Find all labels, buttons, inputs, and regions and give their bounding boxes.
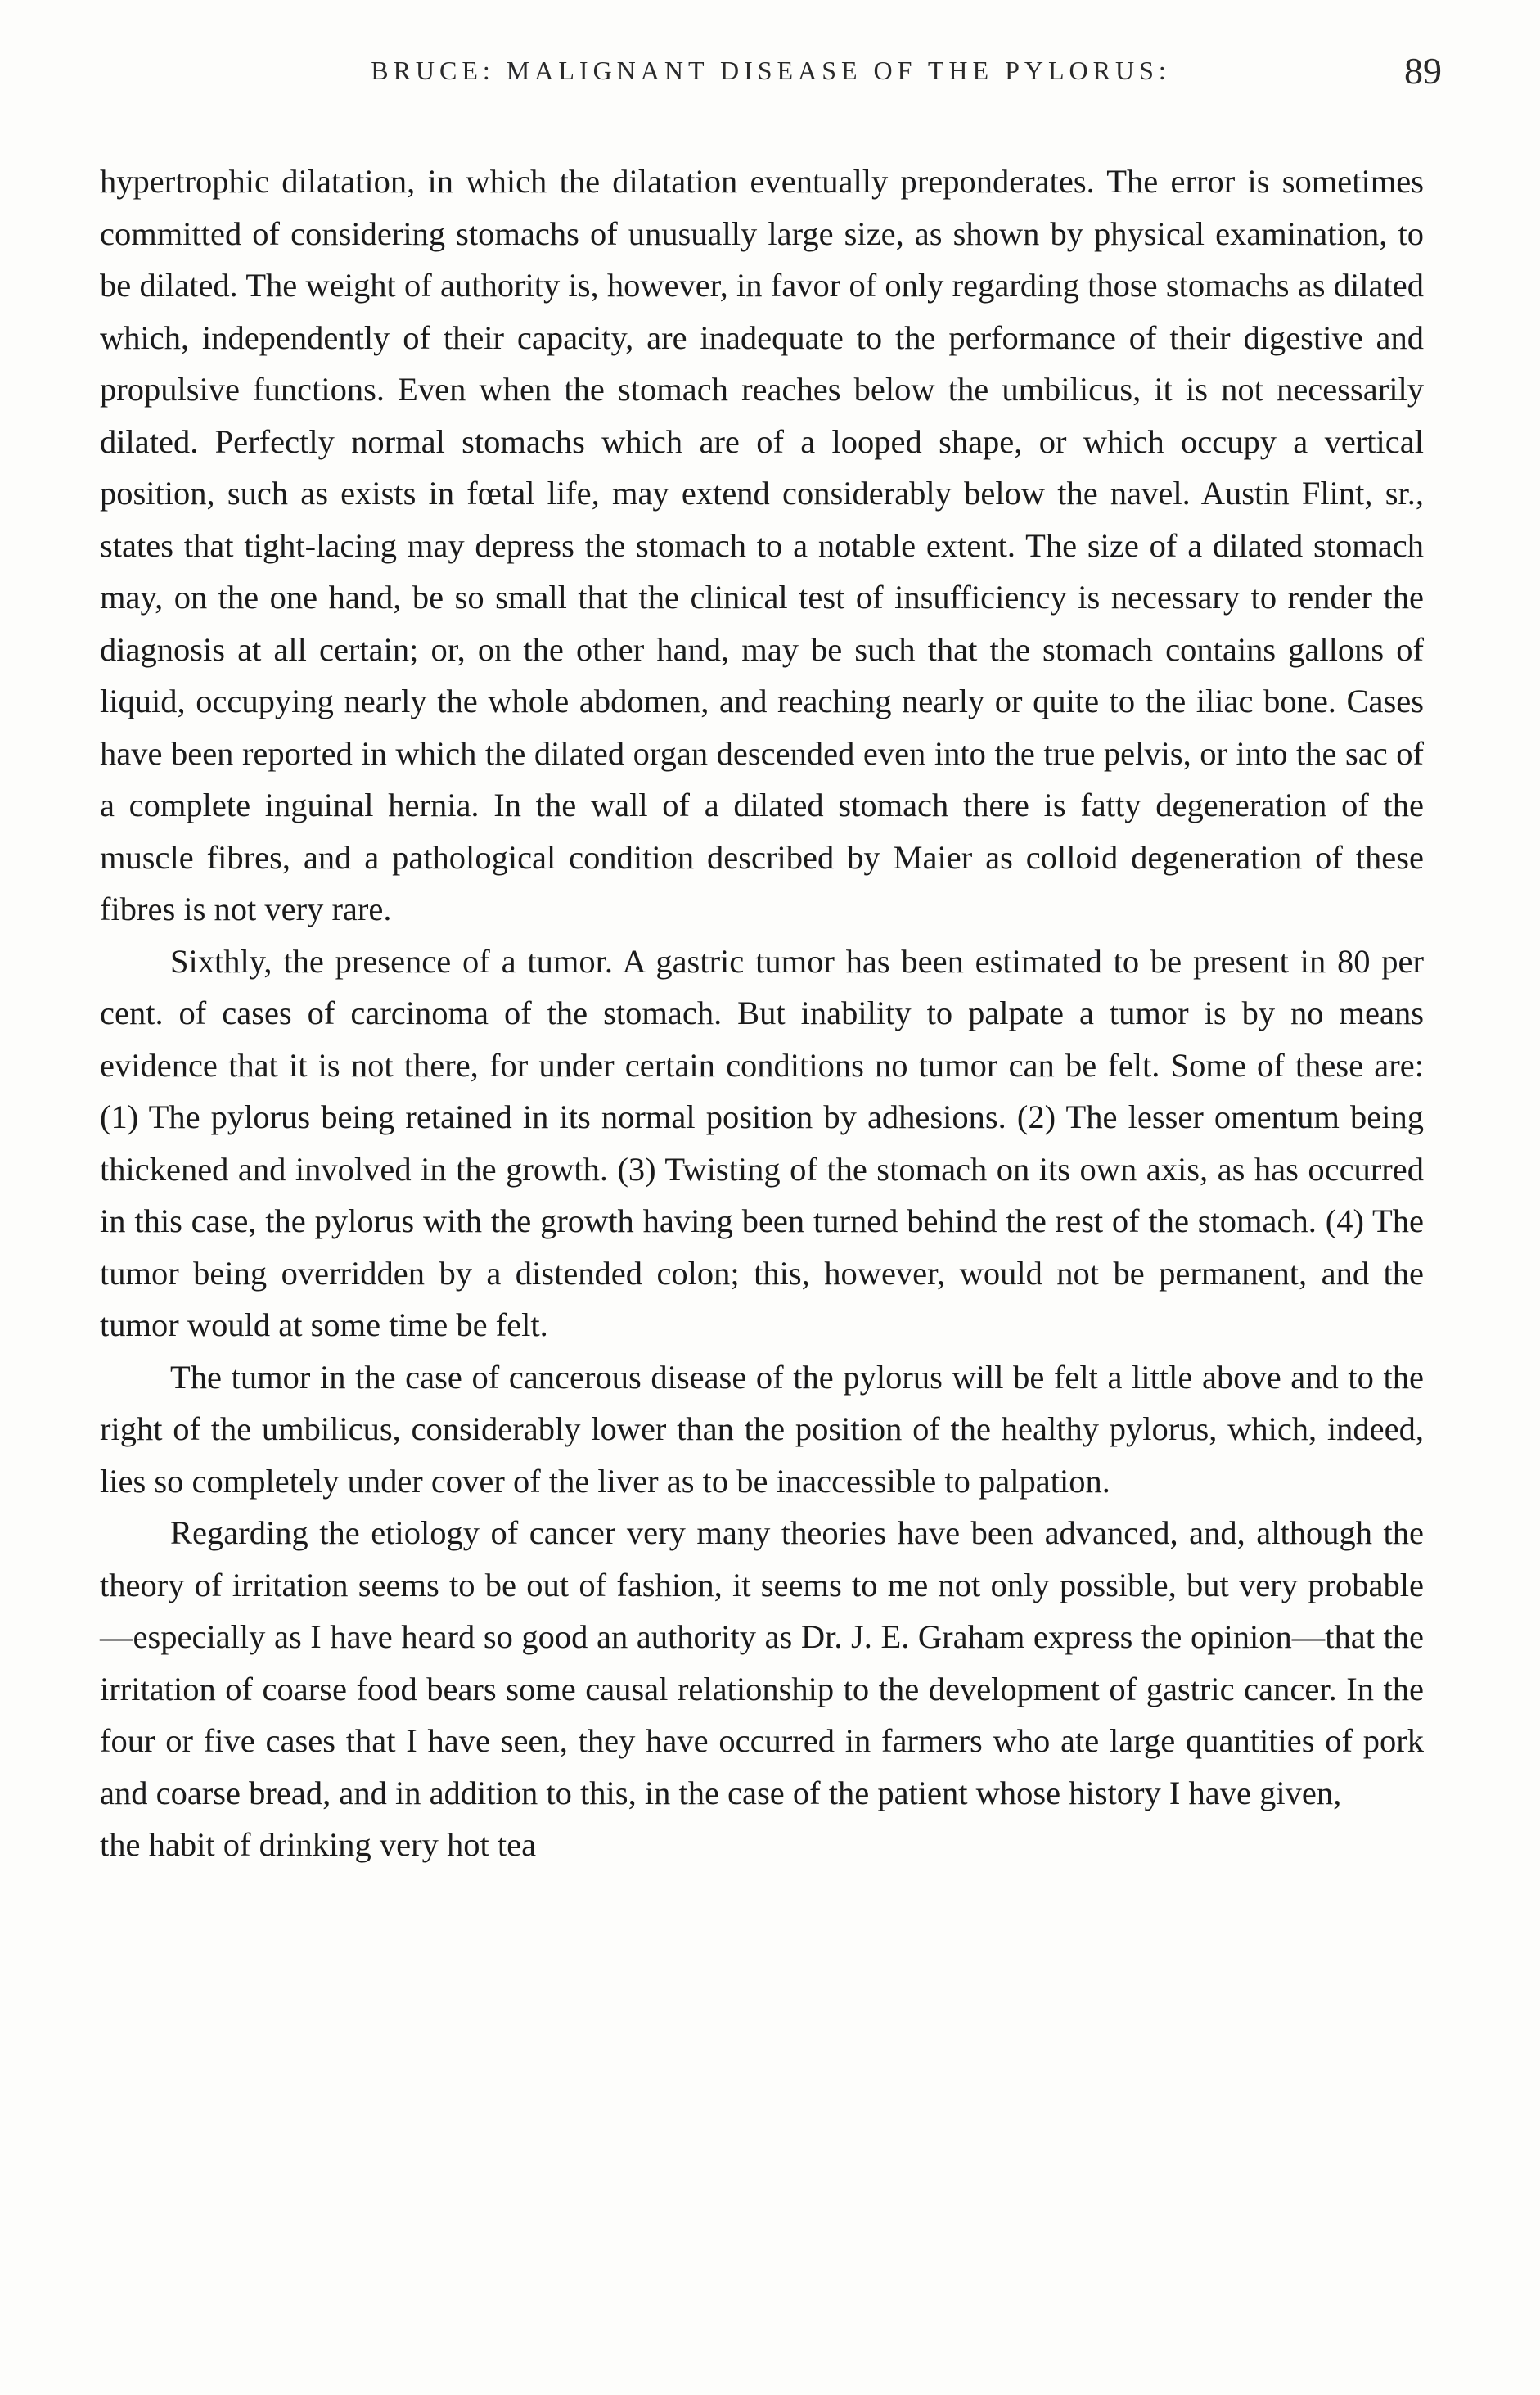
running-head — [100, 49, 1442, 98]
body-text — [100, 156, 1424, 1863]
truncated-last-line: the habit of drinking very hot tea — [100, 1826, 537, 1863]
running-title: BRUCE: MALIGNANT DISEASE OF THE PYLORUS: — [371, 56, 1171, 85]
paragraph: The tumor in the case of cancerous disease of the pylorus will be felt a little above and to the right of the umbilicus, considerably lower than the position of the healthy pylorus, which, indeed, lies so completely under cover of the liver as to be inaccessible to palpation. — [100, 1358, 1424, 1500]
paragraph: Regarding the etiology of cancer very many theories have been advanced, and, although the theory of irritation seems to be out of fashion, it seems to me not only possible, but very probable—especially as I have heard so good an authority as Dr. J. E. Graham express the opinion—that the irritation of coarse food bears some causal relationship to the development of gastric cancer. In the four or five cases that I have seen, they have occurred in farmers who ate large quantities of pork and coarse bread, and in addition to this, in the case of the patient whose history I have given, — [100, 1514, 1424, 1811]
paragraph: hypertrophic dilatation, in which the dilatation eventually preponderates. The error is sometimes committed of considering stomachs of unusually large size, as shown by physical examination, to be dilated. The weight of authority is, however, in favor of only regarding those stomachs as dilated which, independently of their capacity, are inadequate to the performance of their digestive and propulsive functions. Even when the stomach reaches below the umbilicus, it is not necessarily dilated. Perfectly normal stomachs which are of a looped shape, or which occupy a vertical position, such as exists in fœtal life, may extend considerably below the navel. Austin Flint, sr., states that tight-lacing may depress the stomach to a notable extent. The size of a dilated stomach may, on the one hand, be so small that the clinical test of insufficiency is necessary to render the diagnosis at all certain; or, on the other hand, may be such that the stomach contains gallons of liquid, occupying nearly the whole abdomen, and reaching nearly or quite to the iliac bone. Cases have been reported in which the dilated organ descended even into the true pelvis, or into the sac of a complete inguinal hernia. In the wall of a dilated stomach there is fatty degeneration of the muscle fibres, and a pathological condition described by Maier as colloid degeneration of these fibres is not very rare. — [100, 163, 1424, 927]
paragraph: Sixthly, the presence of a tumor. A gastric tumor has been estimated to be present in 80 per cent. of cases of carcinoma of the stomach. But inability to palpate a tumor is by no means evidence that it is not there, for under certain conditions no tumor can be felt. Some of these are: (1) The pylorus being retained in its normal position by adhesions. (2) The lesser omentum being thickened and involved in the growth. (3) Twisting of the stomach on its own axis, as has occurred in this case, the pylorus with the growth having been turned behind the rest of the stomach. (4) The tumor being overridden by a distended colon; this, however, would not be permanent, and the tumor would at some time be felt. — [100, 942, 1424, 1343]
page-number: 89 — [1404, 50, 1442, 92]
